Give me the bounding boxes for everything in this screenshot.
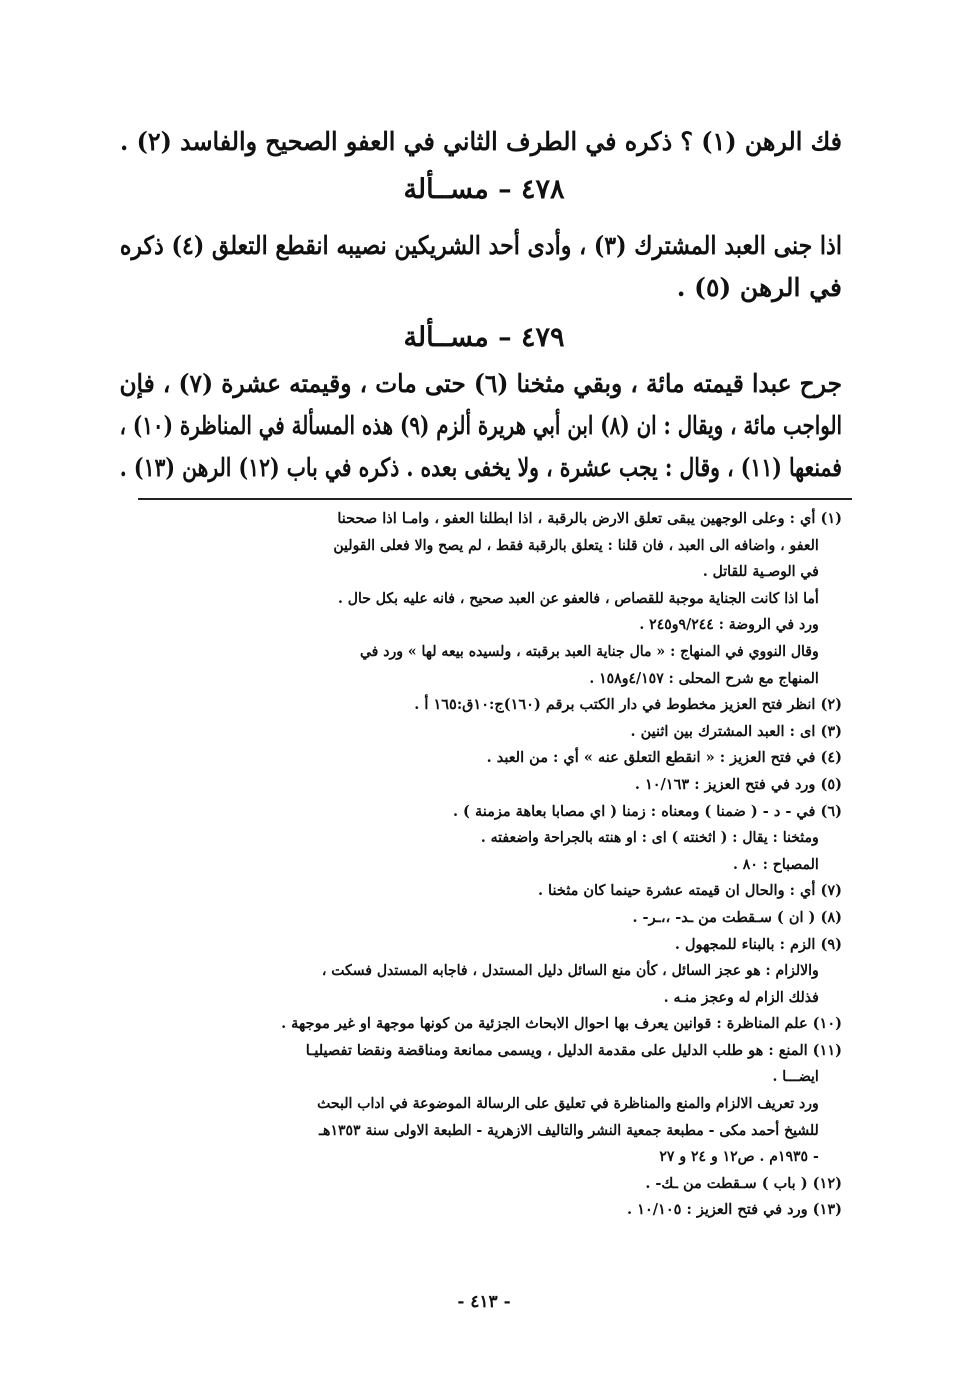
footnote-line: (٢) انظر فتح العزيز مخطوط في دار الكتب برقم (١٦٠)ج:١٠ق:١٦٥ أ . (414, 696, 842, 714)
footnote-line: أما اذا كانت الجناية موجبة للقصاص ، فالعفو عن العبد صحيح ، فانه عليه بكل حال . (338, 589, 819, 607)
footnote-line: والالزام : هو عجز السائل ، كأن منع السائل دليل المستدل ، فاجابه المستدل فسكت ، (321, 962, 819, 980)
footnote-line: (٣) اى : العبد المشترك بين اثنين . (630, 722, 842, 740)
footnote-line: العفو ، واضافه الى العبد ، فان قلنا : يتعلق بالرقبة فقط ، لم يصح والا فعلى القولين (333, 536, 819, 554)
footnote-line: فذلك الزام له وعجز منـه . (663, 988, 819, 1006)
footnote-line: في الوصـية للقاتل . (702, 563, 819, 581)
section-478-line-2: في الرهن (٥) . (676, 273, 842, 302)
footnote-line: (٧) أي : والحال ان قيمته عشرة حينما كان مثخنا . (537, 882, 842, 900)
intro-line: فك الرهن (١) ؟ ذكره في الطرف الثاني في العفو الصحيح والفاسد (٢) . (120, 127, 842, 156)
footnote-line: المصباح : ٨٠ . (733, 855, 819, 873)
footnote-line: - ١٩٣٥م . ص١٢ و ٢٤ و ٢٧ (659, 1148, 819, 1166)
footnote-line: (١) أي : وعلى الوجهين يبقى تعلق الارض بالرقبة ، اذا ابطلنا العفو ، وامـا اذا صححنا (337, 510, 842, 527)
footnote-line: (٩) الزم : بالبناء للمجهول . (674, 935, 842, 953)
footnote-line: (٤) في فتح العزيز : « انقطع التعلق عنه » أي : من العبد . (486, 749, 842, 767)
footnote-line: (١٠) علم المناظرة : قوانين يعرف بها احوال الابحاث الجزئية من كونها موجهة او غير موجهة . (281, 1015, 842, 1033)
footnote-line: (٨) ( ان ) سـقطت من ـد- ،،ـر- . (632, 908, 842, 926)
section-479-heading: ٤٧٩ – مســألة (403, 322, 565, 353)
section-479-line-3: فمنعها (١١) ، وقال : يجب عشرة ، ولا يخفى بعده . ذكره في باب (١٢) الرهن (١٣) . (119, 453, 842, 482)
footnote-line: للشيخ أحمد مكى - مطبعة جمعية النشر والتاليف الازهرية - الطبعة الاولى سنة ١٣٥٣هـ (318, 1121, 819, 1139)
footnote-line: (١١) المنع : هو طلب الدليل على مقدمة الدليل ، ويسمى ممانعة ومناقضة ونقضا تفصيليـا (305, 1041, 842, 1059)
footnote-line: (١٢) ( باب ) سـقطت من ـك- . (645, 1174, 842, 1192)
footnote-line: المنهاج مع شرح المحلى : ٤/١٥٧و١٥٨ . (589, 669, 819, 687)
page-number: - ٤١٣ - (457, 1292, 511, 1312)
section-479-line-1: جرح عبدا قيمته مائة ، وبقي مثخنا (٦) حتى مات ، وقيمته عشرة (٧) ، فإن (119, 369, 842, 398)
footnote-line: ومثخنا : يقال : ( اثخنته ) اى : او هنته بالجراحة واضعفته . (480, 829, 819, 847)
section-478-line-1: اذا جنى العبد المشترك (٣) ، وأدى أحد الشريكين نصيبه انقطع التعلق (٤) ذكره (119, 231, 842, 260)
footnote-line: ورد تعريف الالزام والمنع والمناظرة في تعليق على الرسالة الموضوعة في اداب البحث (317, 1095, 819, 1113)
footnote-separator (138, 498, 852, 500)
footnote-line: (١٣) ورد في فتح العزيز : ١٠/١٠٥ . (627, 1201, 842, 1219)
section-479-line-2: الواجب مائة ، ويقال : ان (٨) ابن أبي هريرة ألزم (٩) هذه المسألة في المناظرة (١٠) ، (119, 411, 842, 440)
footnote-line: ورد في الروضة : ٩/٢٤٤و٢٤٥ . (639, 616, 819, 634)
footnote-line: وقال النووي في المنهاج : « مال جناية العبد برقبته ، ولسيده بيعه لها » ورد في (359, 642, 819, 660)
section-478-heading: ٤٧٨ – مســألة (403, 174, 565, 205)
footnote-line: ايضـــا . (772, 1068, 819, 1086)
footnote-line: (٦) في - د - ( ضمنا ) ومعناه : زمنا ( اي مصابا بعاهة مزمنة ) . (452, 802, 842, 820)
footnote-line: (٥) ورد في فتح العزيز : ١٠/١٦٣ . (634, 775, 842, 793)
footnotes (120, 506, 842, 1224)
